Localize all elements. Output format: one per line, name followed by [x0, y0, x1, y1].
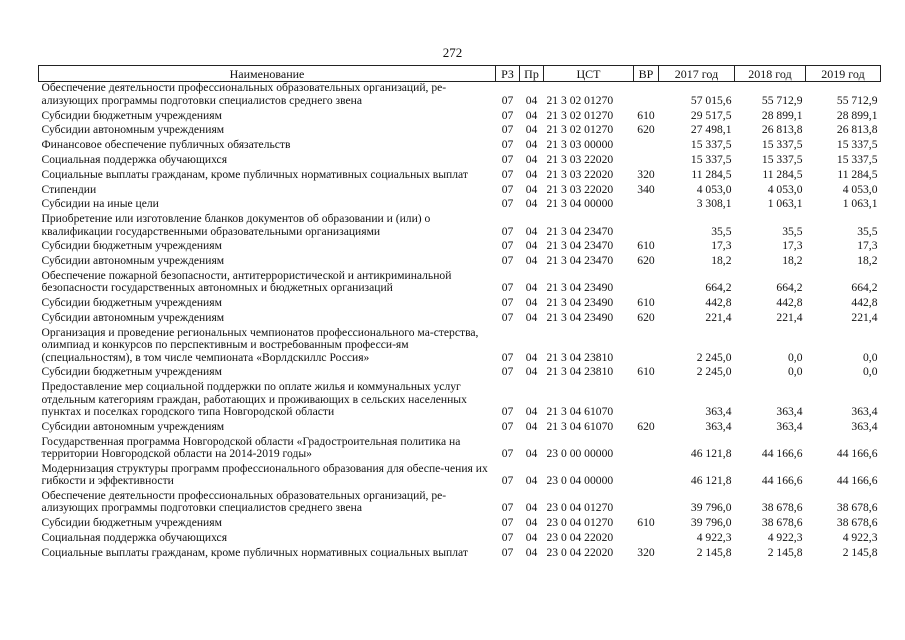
cell-rz: 07 — [501, 501, 514, 515]
table-row — [39, 381, 881, 421]
cell-pr: 04 — [525, 531, 538, 544]
cell-name: Социальные выплаты гражданам, кроме публичных нормативных социальных выплат — [41, 167, 468, 181]
cell-y2018: 44 166,6 — [761, 474, 803, 488]
cell-cst: 23 0 04 22020 — [546, 545, 614, 559]
cell-rz: 07 — [501, 197, 514, 211]
cell-y2019: 363,4 — [851, 405, 878, 418]
cell-name: Предоставление мер социальной поддержки по оплате жилья и коммунальных услуг отдельным категориям граждан, работающих и проживающих в сельских населенных пунктах и поселках городского типа Новгородской области — [41, 380, 467, 418]
table-row — [39, 490, 881, 517]
cell-cst: 21 3 03 22020 — [546, 167, 614, 181]
table-row — [39, 270, 881, 297]
cell-y2019: 0,0 — [863, 350, 878, 364]
cell-y2017: 2 245,0 — [696, 365, 732, 379]
table-row — [39, 421, 881, 436]
cell-name: Социальные выплаты гражданам, кроме публичных нормативных социальных выплат — [41, 545, 468, 559]
cell-y2019: 221,4 — [851, 310, 878, 324]
header-rz: РЗ — [496, 66, 520, 82]
cell-y2019: 44 166,6 — [836, 447, 878, 460]
cell-cst: 21 3 03 00000 — [546, 138, 614, 152]
cell-y2017: 2 145,8 — [696, 545, 732, 559]
table-header — [39, 66, 881, 82]
cell-pr: 04 — [525, 419, 538, 433]
cell-y2018: 55 712,9 — [761, 93, 803, 107]
cell-y2018: 664,2 — [776, 281, 803, 295]
table-row — [39, 169, 881, 184]
table-row — [39, 532, 881, 547]
cell-vr — [634, 213, 659, 240]
cell-pr: 04 — [525, 108, 538, 122]
cell-y2018: 26 813,8 — [761, 123, 803, 137]
cell-vr — [634, 139, 659, 154]
table-row — [39, 547, 881, 562]
cell-rz: 07 — [501, 365, 514, 379]
table-row — [39, 110, 881, 125]
cell-y2017: 221,4 — [705, 310, 732, 324]
cell-cst: 21 3 04 61070 — [546, 419, 614, 433]
cell-vr: 320 — [637, 167, 655, 181]
cell-y2018: 0,0 — [788, 365, 803, 379]
cell-cst: 21 3 02 01270 — [546, 93, 614, 107]
cell-y2019: 15 337,5 — [836, 153, 878, 166]
cell-y2018: 44 166,6 — [761, 447, 803, 460]
cell-y2018: 18,2 — [782, 254, 803, 268]
header-cst: ЦСТ — [544, 66, 634, 82]
cell-name: Субсидии автономным учреждениям — [41, 419, 225, 433]
cell-y2019: 4 053,0 — [842, 182, 878, 196]
cell-rz: 07 — [501, 167, 514, 181]
cell-cst: 21 3 04 23470 — [546, 254, 614, 268]
cell-cst: 21 3 02 01270 — [546, 123, 614, 137]
cell-cst: 21 3 04 23490 — [546, 310, 614, 324]
cell-pr: 04 — [525, 182, 538, 196]
cell-y2019: 35,5 — [857, 224, 878, 238]
table-row — [39, 198, 881, 213]
cell-name: Субсидии бюджетным учреждениям — [41, 108, 222, 122]
cell-cst: 21 3 04 23470 — [546, 239, 614, 253]
header-vr: ВР — [634, 66, 659, 82]
cell-y2018: 28 899,1 — [761, 108, 803, 122]
cell-y2017: 57 015,6 — [690, 93, 732, 107]
cell-cst: 23 0 04 01270 — [546, 516, 614, 530]
cell-y2019: 15 337,5 — [836, 138, 878, 152]
cell-y2018: 38 678,6 — [761, 516, 803, 530]
cell-y2017: 15 337,5 — [690, 138, 732, 152]
table-row — [39, 154, 881, 169]
cell-y2018: 4 922,3 — [767, 531, 803, 544]
cell-name: Субсидии на иные цели — [41, 197, 159, 211]
cell-pr: 04 — [525, 197, 538, 211]
cell-cst: 21 3 04 23470 — [546, 224, 614, 238]
cell-pr: 04 — [525, 310, 538, 324]
table-row — [39, 184, 881, 199]
cell-rz: 07 — [501, 296, 514, 310]
cell-vr: 620 — [637, 123, 655, 137]
header-pr: Пр — [520, 66, 544, 82]
cell-name: Финансовое обеспечение публичных обязательств — [41, 138, 291, 152]
header-2018: 2018 год — [735, 66, 806, 82]
cell-name: Обеспечение деятельности профессиональных образовательных организаций, ре-ализующих программы подготовки специалистов среднего звена — [41, 489, 447, 515]
table-row — [39, 366, 881, 381]
table-row — [39, 255, 881, 270]
cell-vr — [634, 532, 659, 547]
cell-cst: 21 3 04 61070 — [546, 405, 614, 418]
table-row — [39, 517, 881, 532]
cell-y2018: 363,4 — [776, 405, 803, 418]
cell-y2019: 55 712,9 — [836, 93, 878, 107]
cell-pr: 04 — [525, 405, 538, 418]
cell-y2018: 38 678,6 — [761, 501, 803, 515]
cell-y2017: 363,4 — [705, 419, 732, 433]
cell-cst: 23 0 04 22020 — [546, 531, 614, 544]
cell-pr: 04 — [525, 474, 538, 488]
cell-cst: 23 0 00 00000 — [546, 447, 614, 460]
table-row — [39, 213, 881, 240]
cell-pr: 04 — [525, 296, 538, 310]
table-row — [39, 240, 881, 255]
table-row — [39, 327, 881, 367]
cell-rz: 07 — [501, 474, 514, 488]
cell-y2018: 442,8 — [776, 296, 803, 310]
cell-y2018: 4 053,0 — [767, 182, 803, 196]
cell-name: Приобретение или изготовление бланков документов об образовании и (или) о квалификации государственными образовательными организациями — [41, 212, 431, 238]
cell-rz: 07 — [501, 419, 514, 433]
cell-name: Субсидии автономным учреждениям — [41, 123, 225, 137]
cell-cst: 21 3 04 23810 — [546, 350, 614, 364]
cell-y2017: 442,8 — [705, 296, 732, 310]
cell-pr: 04 — [525, 239, 538, 253]
table-row — [39, 82, 881, 110]
cell-y2018: 11 284,5 — [762, 167, 803, 181]
cell-pr: 04 — [525, 447, 538, 460]
cell-y2017: 664,2 — [705, 281, 732, 295]
cell-y2017: 4 053,0 — [696, 182, 732, 196]
cell-vr — [634, 154, 659, 169]
cell-name: Обеспечение пожарной безопасности, антитеррористической и антикриминальной безопасности государственных автономных и бюджетных организаций — [41, 268, 452, 295]
cell-pr: 04 — [525, 501, 538, 515]
cell-cst: 23 0 04 01270 — [546, 501, 614, 515]
cell-y2019: 38 678,6 — [836, 501, 878, 515]
cell-rz: 07 — [501, 447, 514, 460]
cell-pr: 04 — [525, 545, 538, 559]
cell-y2017: 27 498,1 — [690, 123, 732, 137]
table-row — [39, 436, 881, 463]
cell-rz: 07 — [501, 254, 514, 268]
cell-y2018: 221,4 — [776, 310, 803, 324]
cell-y2017: 15 337,5 — [690, 153, 732, 166]
header-name: Наименование — [39, 66, 496, 82]
cell-rz: 07 — [501, 93, 514, 107]
cell-rz: 07 — [501, 545, 514, 559]
cell-y2019: 28 899,1 — [836, 108, 878, 122]
budget-table — [38, 65, 881, 562]
cell-vr — [634, 327, 659, 367]
cell-y2017: 17,3 — [711, 239, 732, 253]
cell-y2018: 15 337,5 — [761, 153, 803, 166]
cell-y2019: 38 678,6 — [836, 516, 878, 530]
table-body — [39, 82, 881, 562]
cell-rz: 07 — [501, 182, 514, 196]
cell-vr: 320 — [637, 545, 655, 559]
cell-y2019: 2 145,8 — [842, 545, 878, 559]
cell-name: Социальная поддержка обучающихся — [41, 153, 228, 166]
cell-name: Обеспечение деятельности профессиональных образовательных организаций, ре-ализующих программы подготовки специалистов среднего звена — [41, 81, 447, 107]
cell-y2017: 46 121,8 — [690, 447, 732, 460]
cell-y2018: 0,0 — [788, 350, 803, 364]
cell-y2017: 35,5 — [711, 224, 732, 238]
cell-name: Субсидии бюджетным учреждениям — [41, 239, 222, 253]
cell-cst: 21 3 04 23490 — [546, 296, 614, 310]
cell-y2019: 0,0 — [863, 365, 878, 379]
cell-name: Социальная поддержка обучающихся — [41, 531, 228, 544]
table-row — [39, 139, 881, 154]
cell-y2017: 363,4 — [705, 405, 732, 418]
cell-rz: 07 — [501, 153, 514, 166]
cell-y2018: 1 063,1 — [767, 197, 803, 211]
cell-y2019: 363,4 — [851, 419, 878, 433]
cell-name: Организация и проведение региональных чемпионатов профессионального ма-стерства, олимпиад и конкурсов по перспективным и востребованным професси-ям (специальностям), в том числе чемпионата «Ворлдскиллс Россия» — [41, 325, 479, 364]
header-2017: 2017 год — [659, 66, 735, 82]
cell-y2017: 29 517,5 — [690, 108, 732, 122]
cell-rz: 07 — [501, 123, 514, 137]
table-row — [39, 124, 881, 139]
page-number: 272 — [442, 45, 463, 60]
cell-y2019: 664,2 — [851, 281, 878, 295]
cell-vr — [634, 82, 659, 110]
cell-y2017: 3 308,1 — [696, 197, 732, 211]
cell-rz: 07 — [501, 224, 514, 238]
cell-y2019: 11 284,5 — [837, 167, 878, 181]
cell-y2017: 39 796,0 — [690, 516, 732, 530]
table-row — [39, 297, 881, 312]
cell-vr — [634, 381, 659, 421]
cell-y2018: 15 337,5 — [761, 138, 803, 152]
cell-pr: 04 — [525, 93, 538, 107]
cell-name: Стипендии — [41, 182, 97, 196]
cell-vr: 620 — [637, 254, 655, 268]
cell-y2019: 4 922,3 — [842, 531, 878, 544]
cell-pr: 04 — [525, 365, 538, 379]
cell-rz: 07 — [501, 138, 514, 152]
cell-vr: 620 — [637, 310, 655, 324]
cell-rz: 07 — [501, 310, 514, 324]
cell-name: Субсидии бюджетным учреждениям — [41, 296, 222, 310]
cell-y2018: 35,5 — [782, 224, 803, 238]
cell-vr: 340 — [637, 182, 655, 196]
cell-y2019: 26 813,8 — [836, 123, 878, 137]
cell-y2018: 2 145,8 — [767, 545, 803, 559]
cell-vr: 610 — [637, 296, 655, 310]
cell-vr — [634, 463, 659, 490]
cell-y2017: 11 284,5 — [691, 167, 732, 181]
cell-y2017: 46 121,8 — [690, 474, 732, 488]
cell-name: Субсидии автономным учреждениям — [41, 254, 225, 268]
cell-cst: 23 0 04 00000 — [546, 474, 614, 488]
cell-y2017: 18,2 — [711, 254, 732, 268]
cell-name: Модернизация структуры программ профессионального образования для обеспе-чения их гибкости и эффективности — [41, 461, 488, 488]
cell-vr: 610 — [637, 108, 655, 122]
cell-pr: 04 — [525, 138, 538, 152]
cell-name: Субсидии бюджетным учреждениям — [41, 516, 222, 530]
cell-vr — [634, 436, 659, 463]
cell-vr: 610 — [637, 365, 655, 379]
cell-y2019: 44 166,6 — [836, 474, 878, 488]
cell-y2019: 442,8 — [851, 296, 878, 310]
cell-rz: 07 — [501, 239, 514, 253]
cell-rz: 07 — [501, 350, 514, 364]
cell-y2017: 39 796,0 — [690, 501, 732, 515]
cell-cst: 21 3 04 00000 — [546, 197, 614, 211]
cell-name: Субсидии автономным учреждениям — [41, 310, 225, 324]
cell-vr — [634, 490, 659, 517]
cell-pr: 04 — [525, 123, 538, 137]
cell-y2017: 2 245,0 — [696, 350, 732, 364]
cell-cst: 21 3 03 22020 — [546, 182, 614, 196]
cell-y2019: 17,3 — [857, 239, 878, 253]
cell-pr: 04 — [525, 224, 538, 238]
cell-rz: 07 — [501, 108, 514, 122]
cell-y2017: 4 922,3 — [696, 531, 732, 544]
cell-cst: 21 3 02 01270 — [546, 108, 614, 122]
table-row — [39, 312, 881, 327]
cell-cst: 21 3 03 22020 — [546, 153, 614, 166]
cell-pr: 04 — [525, 153, 538, 166]
cell-pr: 04 — [525, 254, 538, 268]
cell-y2019: 18,2 — [857, 254, 878, 268]
cell-rz: 07 — [501, 516, 514, 530]
cell-pr: 04 — [525, 281, 538, 295]
cell-pr: 04 — [525, 350, 538, 364]
cell-vr — [634, 198, 659, 213]
cell-rz: 07 — [501, 405, 514, 418]
table-row — [39, 463, 881, 490]
cell-vr — [634, 270, 659, 297]
cell-name: Субсидии бюджетным учреждениям — [41, 365, 222, 379]
cell-rz: 07 — [501, 531, 514, 544]
cell-y2018: 363,4 — [776, 419, 803, 433]
cell-pr: 04 — [525, 516, 538, 530]
cell-y2019: 1 063,1 — [842, 197, 878, 211]
header-2019: 2019 год — [806, 66, 881, 82]
cell-rz: 07 — [501, 281, 514, 295]
cell-vr: 610 — [637, 516, 655, 530]
cell-vr: 610 — [637, 239, 655, 253]
cell-cst: 21 3 04 23490 — [546, 281, 614, 295]
cell-cst: 21 3 04 23810 — [546, 365, 614, 379]
cell-vr: 620 — [637, 419, 655, 433]
cell-y2018: 17,3 — [782, 239, 803, 253]
cell-name: Государственная программа Новгородской области «Градостроительная политика на территории Новгородской области на 2014-2019 годы» — [41, 434, 461, 460]
cell-pr: 04 — [525, 167, 538, 181]
